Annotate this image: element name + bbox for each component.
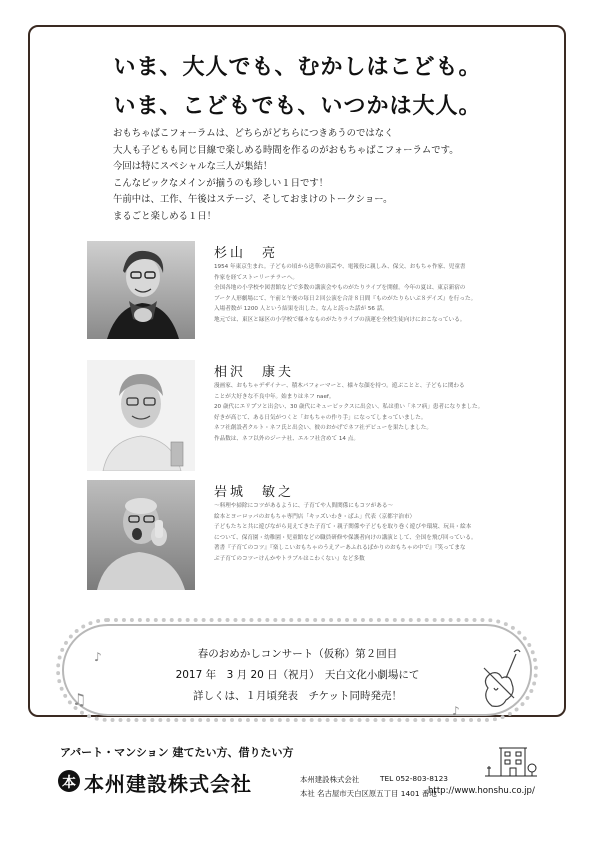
violin-icon <box>478 648 522 714</box>
intro-line: 午前中は、工作、午後はステージ、そしておまけのトークショー。 <box>113 194 393 206</box>
building-icon <box>483 744 539 782</box>
bio-line: 20 歳代にエリプソと出会い、30 歳代にキュービックスに出会い、私は重い「ネフ病」患者になりました。 <box>214 404 484 411</box>
person-name: 相沢 康夫 <box>214 365 295 380</box>
person-bio <box>214 501 540 565</box>
bio-line: 好きが高じて、ある日気がつくと「おもちゃの作り手」になってしまっていました。 <box>214 414 427 421</box>
intro-text <box>113 126 493 226</box>
intro-line: こんなビックなメインが揃うのも珍しい１日です！ <box>113 177 329 189</box>
music-note-icon: ♪ <box>452 704 460 718</box>
portrait-photo-iwaki <box>87 480 195 590</box>
bio-line: 入場者数が 1200 人という結果を出した。なんと読った話が 56 話。 <box>214 306 388 313</box>
intro-line: おもちゃばこフォーラムは、どちらがどちらにつきあうのではなく <box>113 128 394 139</box>
person-name: 杉山 亮 <box>214 246 279 261</box>
footer-url[interactable]: http://www.honshu.co.jp/ <box>428 786 535 796</box>
music-note-icon: ♪ <box>94 650 102 664</box>
bio-line: 著書『子育てのコツ』『楽しこいおもちゃのうえアーあふれるばかりのおもちゃの中で』『笑ってまな <box>214 545 466 552</box>
footer-address: 本社 名古屋市天白区原五丁目 1401 番地 <box>300 789 437 798</box>
person-name: 岩城 敏之 <box>214 485 295 500</box>
logo-mark: 本 <box>62 775 76 791</box>
bio-line: 1954 年東京生まれ。子どもの頃から送華の演芸や、電報役に親しみ、保父、おもちゃ作家、児童書 <box>214 264 466 270</box>
footer-tagline: アパート・マンション 建てたい方、借りたい方 <box>60 746 294 759</box>
portrait-photo-sugiyama <box>87 241 195 339</box>
portrait-photo-aizawa <box>87 360 195 471</box>
company-logo-icon <box>58 770 80 792</box>
concert-date: 2017 年 3 月 20 日（祝月） 天白文化小劇場にて <box>175 669 420 681</box>
intro-line: まるごと楽しめる１日！ <box>113 210 217 222</box>
bio-line: 作品数は、ネフ以外のジーナ社、エルフ社含めて 14 点。 <box>214 435 359 442</box>
bio-line: 漫画家、おもちゃデザイナー、積木パフォーマーと、様々な顔を持つ。遊ぶことと、子どもに関わる <box>214 383 465 389</box>
bio-line: ～料理や掃除にコツがあるように、子育てや人間関係にもコツがある～ <box>214 503 394 509</box>
bio-line: ブーク人形劇場にて、午前と午後の毎日２回公演を合計８日間『ものがたりらいぶ８デイズ』を行った。 <box>214 295 477 302</box>
music-note-icon: ♫ <box>72 690 87 709</box>
bio-line: 全国各地の小学校や図書館などで多数の講演会やものがたりライブを開催。今年の夏は、東京新宿の <box>214 285 466 292</box>
headline-line-1: いま、大人でも、むかしはこども。 <box>113 55 482 80</box>
bio-line: について、保育園・幼稚園・児童館などの職員研修や保護者向けの講演として、全国を飛び回っている。 <box>214 534 477 541</box>
person-bio <box>214 381 540 445</box>
headline-line-2: いま、こどもでも、いつかは大人。 <box>113 94 482 119</box>
company-name: 本州建設株式会社 <box>84 772 252 796</box>
bio-line: 絵本とヨーロッパのおもちゃ専門店「キッズいわき・ぱふ」代表（京都宇治市） <box>214 513 416 520</box>
person-bio <box>214 262 540 326</box>
intro-line: 今回は特にスペシャルな三人が集結！ <box>113 161 273 173</box>
bio-line: 作家を経てストーリーテラーへ。 <box>214 274 298 281</box>
footer-company-name: 本州建設株式会社 <box>300 775 360 784</box>
bio-line: ネフ社創設者クルト・ネフ氏と出会い、彼のおかげでネフ社デビューを果たしました。 <box>214 425 432 432</box>
bio-line: ぶ子育てのコツーけんかやトラブルはこわくない』など多数 <box>214 555 365 562</box>
concert-info: 詳しくは、１月頃発表 チケット同時発売！ <box>192 690 403 702</box>
bio-line: 子どもたちと共に遊びながら見えてきた子育て・親子関係や子どもを取り巻く遊びや環境、玩具・絵本 <box>214 524 472 531</box>
bio-line: 地元では、東区と緑区の小学校で様々なものがたりライブの演運を全校生徒向けにおこなっている。 <box>214 316 466 323</box>
footer-tel: TEL 052-803-8123 <box>380 774 449 783</box>
concert-title: 春のおめかしコンサート（仮称）第２回目 <box>197 648 398 660</box>
bio-line: ことが大好きな不良中年。始まりはネフ naef。 <box>214 393 335 400</box>
intro-line: 大人も子どもも同じ目線で楽しめる時間を作るのがおもちゃばこフォーラムです。 <box>113 144 459 156</box>
